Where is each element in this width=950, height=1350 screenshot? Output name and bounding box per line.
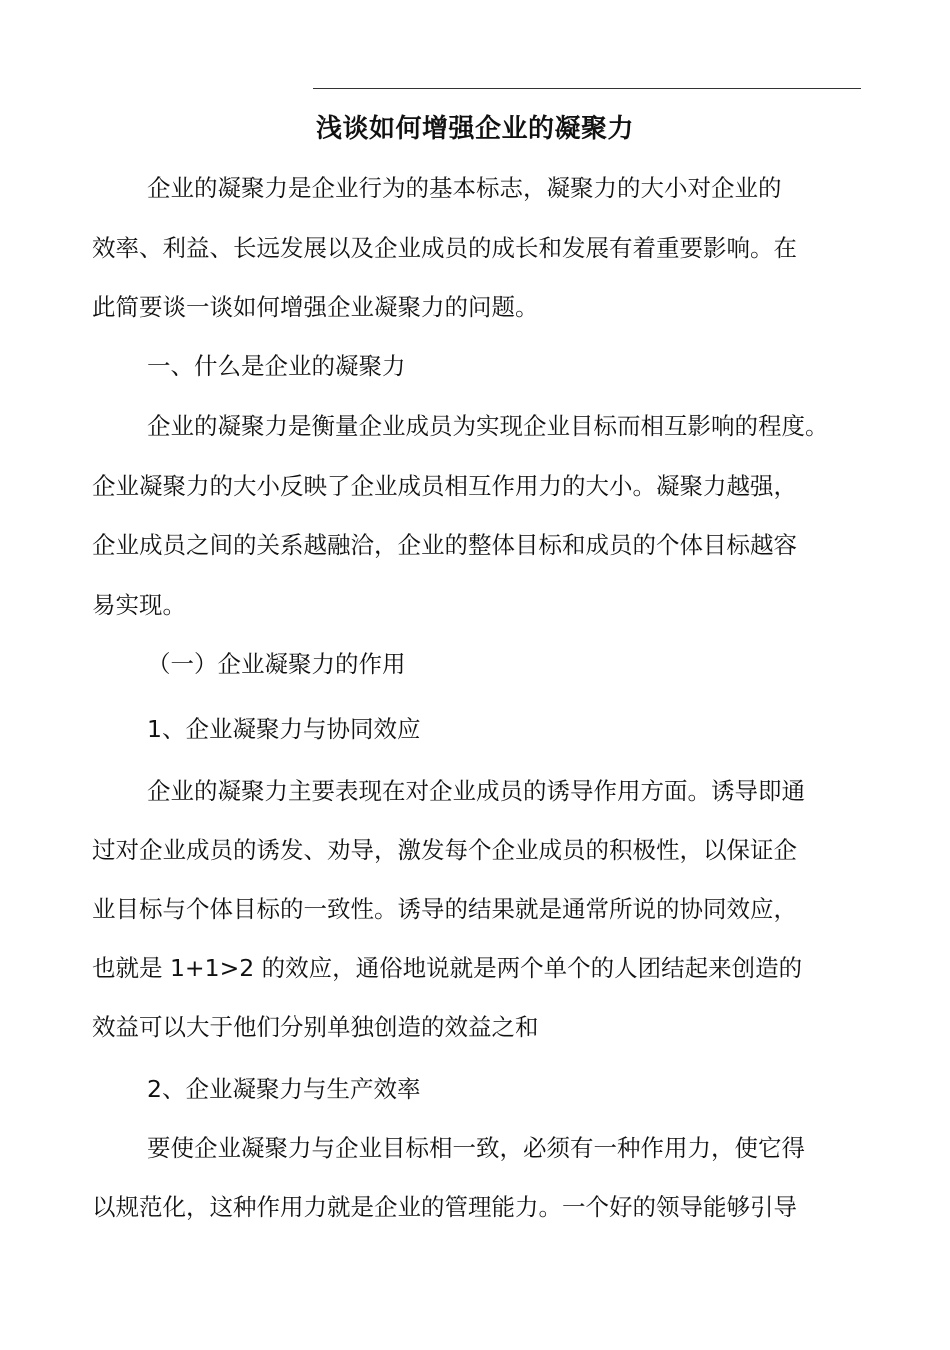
paragraph-line: 效率、利益、长远发展以及企业成员的成长和发展有着重要影响。在: [92, 234, 797, 262]
paragraph-line: 以规范化，这种作用力就是企业的管理能力。一个好的领导能够引导: [92, 1193, 797, 1221]
subsection-heading: 1、企业凝聚力与协同效应: [147, 715, 421, 743]
document-title: 浅谈如何增强企业的凝聚力: [315, 114, 634, 144]
paragraph-line: 易实现。: [92, 591, 186, 619]
paragraph-line: 要使企业凝聚力与企业目标相一致，必须有一种作用力，使它得: [147, 1134, 805, 1162]
section-heading: 一、什么是企业的凝聚力: [147, 352, 406, 380]
paragraph-line: 此简要谈一谈如何增强企业凝聚力的问题。: [92, 293, 539, 321]
paragraph-line: 也就是 1+1>2 的效应，通俗地说就是两个单个的人团结起来创造的: [92, 954, 803, 982]
paragraph-line: 业目标与个体目标的一致性。诱导的结果就是通常所说的协同效应，: [92, 895, 797, 923]
paragraph-line: 过对企业成员的诱发、劝导，激发每个企业成员的积极性，以保证企: [92, 836, 797, 864]
paragraph-line: 企业成员之间的关系越融洽，企业的整体目标和成员的个体目标越容: [92, 531, 797, 559]
paragraph-line: 企业的凝聚力主要表现在对企业成员的诱导作用方面。诱导即通: [147, 777, 805, 805]
subsection-heading: 2、企业凝聚力与生产效率: [147, 1075, 421, 1103]
paragraph-line: 企业的凝聚力是衡量企业成员为实现企业目标而相互影响的程度。: [147, 412, 829, 440]
subsection-heading: （一）企业凝聚力的作用: [147, 650, 406, 678]
paragraph-line: 效益可以大于他们分别单独创造的效益之和: [92, 1013, 539, 1041]
header-rule: [313, 88, 861, 89]
paragraph-line: 企业的凝聚力是企业行为的基本标志，凝聚力的大小对企业的: [147, 174, 782, 202]
paragraph-line: 企业凝聚力的大小反映了企业成员相互作用力的大小。凝聚力越强，: [92, 472, 797, 500]
